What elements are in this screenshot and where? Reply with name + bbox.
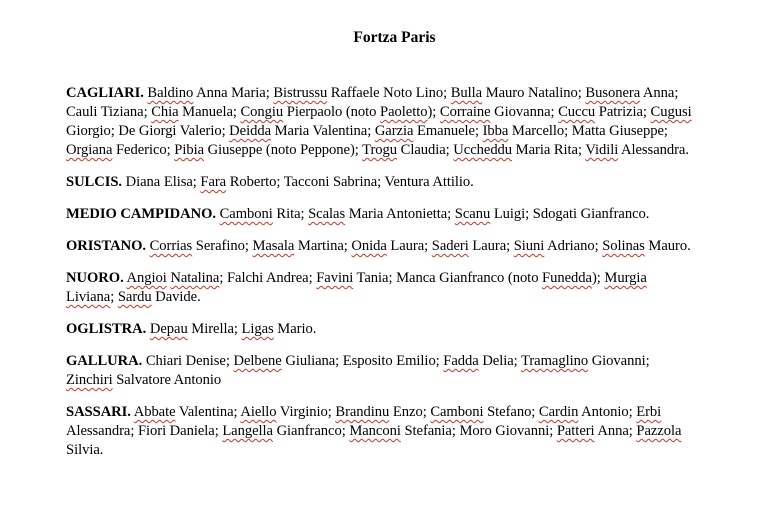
flagged-word: Delbene — [233, 353, 282, 369]
flagged-word: Abbate — [133, 404, 176, 420]
region-paragraph — [66, 84, 729, 160]
text-segment: Antonio; — [578, 404, 637, 420]
flagged-word: Vidili — [585, 142, 619, 158]
text-segment: Roberto; Tacconi Sabrina; Ventura Attilio. — [226, 174, 474, 190]
flagged-word: Orgiana — [66, 142, 113, 158]
text-segment: ; — [110, 289, 118, 305]
flagged-word: Siuni — [513, 238, 545, 254]
text-segment: Chiari Denise; — [145, 353, 234, 369]
text-segment: Diana Elisa; — [125, 174, 201, 190]
text-segment: Enzo; — [389, 404, 431, 420]
flagged-word: Camboni — [219, 206, 273, 222]
text-segment: Patrizia; — [595, 104, 651, 120]
text-segment: Adriano; — [544, 238, 603, 254]
flagged-word: Bulla — [450, 85, 483, 101]
text-segment: Alessandra. — [618, 142, 689, 158]
flagged-word: Paoletto — [380, 104, 428, 120]
flagged-word: Baldino — [147, 85, 194, 101]
text-segment: Mirella; — [187, 321, 242, 337]
region-paragraph — [66, 352, 729, 390]
text-segment: Maria Valentina; — [271, 123, 375, 139]
text-segment: Marcello; Matta Giuseppe; — [508, 123, 668, 139]
flagged-word: Manconi — [349, 423, 401, 439]
flagged-word: Langella — [222, 423, 273, 439]
region-paragraph — [66, 173, 729, 192]
text-segment: Claudia; — [397, 142, 454, 158]
document-title: Fortza Paris — [353, 29, 436, 46]
region-paragraph — [66, 320, 729, 339]
flagged-word: Pibia — [174, 142, 204, 158]
region-paragraph — [66, 237, 729, 256]
text-segment: Giorgio; De Giorgi Valerio; — [66, 123, 230, 139]
text-segment: Giuliana; Esposito Emilio; — [281, 353, 444, 369]
flagged-word: Tramaglino — [521, 353, 589, 369]
flagged-word: Pazzola — [636, 423, 682, 439]
text-segment: Cauli Tiziana; — [66, 104, 152, 120]
flagged-word: Ligas — [241, 321, 274, 337]
flagged-word: Bistrussu — [273, 85, 328, 101]
text-segment: ; Falchi Andrea; — [219, 270, 317, 286]
text-segment: Mauro Natalino; — [482, 85, 586, 101]
flagged-word: Scalas — [308, 206, 346, 222]
flagged-word: Chia — [151, 104, 179, 120]
flagged-word: Funedda — [542, 270, 592, 286]
region-paragraph — [66, 205, 729, 224]
flagged-word: Murgia — [604, 270, 647, 286]
flagged-word: Cugusi — [650, 104, 692, 120]
flagged-word: Garzia — [374, 123, 414, 139]
text-segment: Maria Antonietta; — [345, 206, 455, 222]
text-segment: ); — [427, 104, 440, 120]
region-paragraph — [66, 403, 729, 460]
flagged-word: Liviana — [66, 289, 111, 305]
flagged-word: Camboni — [430, 404, 484, 420]
flagged-word: Zinchiri — [66, 372, 113, 388]
regions-list — [66, 84, 729, 460]
flagged-word: Corrias — [149, 238, 193, 254]
text-segment: Virginio; — [276, 404, 336, 420]
text-segment: Federico; — [112, 142, 175, 158]
text-segment: Anna Maria; — [193, 85, 274, 101]
flagged-word: Natalina — [170, 270, 220, 286]
flagged-word: Solinas — [602, 238, 645, 254]
text-segment: Anna; — [594, 423, 637, 439]
flagged-word: Corraine — [439, 104, 491, 120]
region-name: MEDIO CAMPIDANO. — [66, 206, 216, 222]
flagged-word: Saderi — [431, 238, 469, 254]
flagged-word: Fadda — [443, 353, 479, 369]
region-name: GALLURA. — [66, 353, 143, 369]
text-segment: Valentina; — [175, 404, 241, 420]
flagged-word: Cuccu — [558, 104, 596, 120]
text-segment: Emanuele; — [413, 123, 483, 139]
text-segment: Pierpaolo (noto — [283, 104, 381, 120]
text-segment: Giuseppe (noto Peppone); — [204, 142, 363, 158]
region-name: SASSARI. — [66, 404, 131, 420]
flagged-word: Angioi — [126, 270, 167, 286]
region-name: OGLISTRA. — [66, 321, 147, 337]
text-segment: Anna; — [640, 85, 679, 101]
flagged-word: Patteri — [556, 423, 595, 439]
text-segment: Delia; — [478, 353, 522, 369]
text-segment: Maria Rita; — [512, 142, 586, 158]
flagged-word: Erbi — [636, 404, 662, 420]
text-segment: Laura; — [468, 238, 514, 254]
text-segment: Luigi; Sdogati Gianfranco. — [490, 206, 650, 222]
region-name: NUORO. — [66, 270, 124, 286]
text-segment: Manuela; — [178, 104, 241, 120]
flagged-word: Sardu — [117, 289, 152, 305]
flagged-word: Uccheddu — [453, 142, 513, 158]
text-segment: Martina; — [294, 238, 352, 254]
text-segment: Alessandra; Fiori Daniela; — [66, 423, 223, 439]
flagged-word: Ibba — [482, 123, 509, 139]
text-segment: Stefania; Moro Giovanni; — [400, 423, 557, 439]
text-segment: ); — [591, 270, 605, 286]
flagged-word: Busonera — [585, 85, 641, 101]
text-segment: Laura; — [386, 238, 432, 254]
flagged-word: Deidda — [229, 123, 272, 139]
text-segment: Serafino; — [192, 238, 253, 254]
flagged-word: Scanu — [454, 206, 491, 222]
text-segment: Giovanna; — [490, 104, 559, 120]
text-segment: Davide. — [151, 289, 201, 305]
flagged-word: Fara — [200, 174, 227, 190]
text-segment: Giovanni; — [588, 353, 650, 369]
flagged-word: Cardin — [538, 404, 579, 420]
region-name: SULCIS. — [66, 174, 123, 190]
text-segment: Rita; — [272, 206, 309, 222]
flagged-word: Onida — [351, 238, 387, 254]
text-segment: Mario. — [273, 321, 317, 337]
text-segment: Raffaele Noto Lino; — [327, 85, 451, 101]
text-segment: Gianfranco; — [272, 423, 350, 439]
flagged-word: Masala — [252, 238, 295, 254]
flagged-word: Favini — [316, 270, 354, 286]
text-segment: Silvia. — [66, 442, 104, 458]
region-name: ORISTANO. — [66, 238, 146, 254]
region-name: CAGLIARI. — [66, 85, 144, 101]
text-segment: Stefano; — [483, 404, 539, 420]
flagged-word: Brandinu — [335, 404, 390, 420]
region-paragraph — [66, 269, 729, 307]
flagged-word: Depau — [149, 321, 188, 337]
flagged-word: Aiello — [240, 404, 277, 420]
text-segment: Tania; Manca Gianfranco (noto — [353, 270, 543, 286]
text-segment: Salvatore Antonio — [112, 372, 222, 388]
text-segment: Mauro. — [644, 238, 691, 254]
flagged-word: Trogu — [362, 142, 398, 158]
flagged-word: Congiu — [240, 104, 284, 120]
